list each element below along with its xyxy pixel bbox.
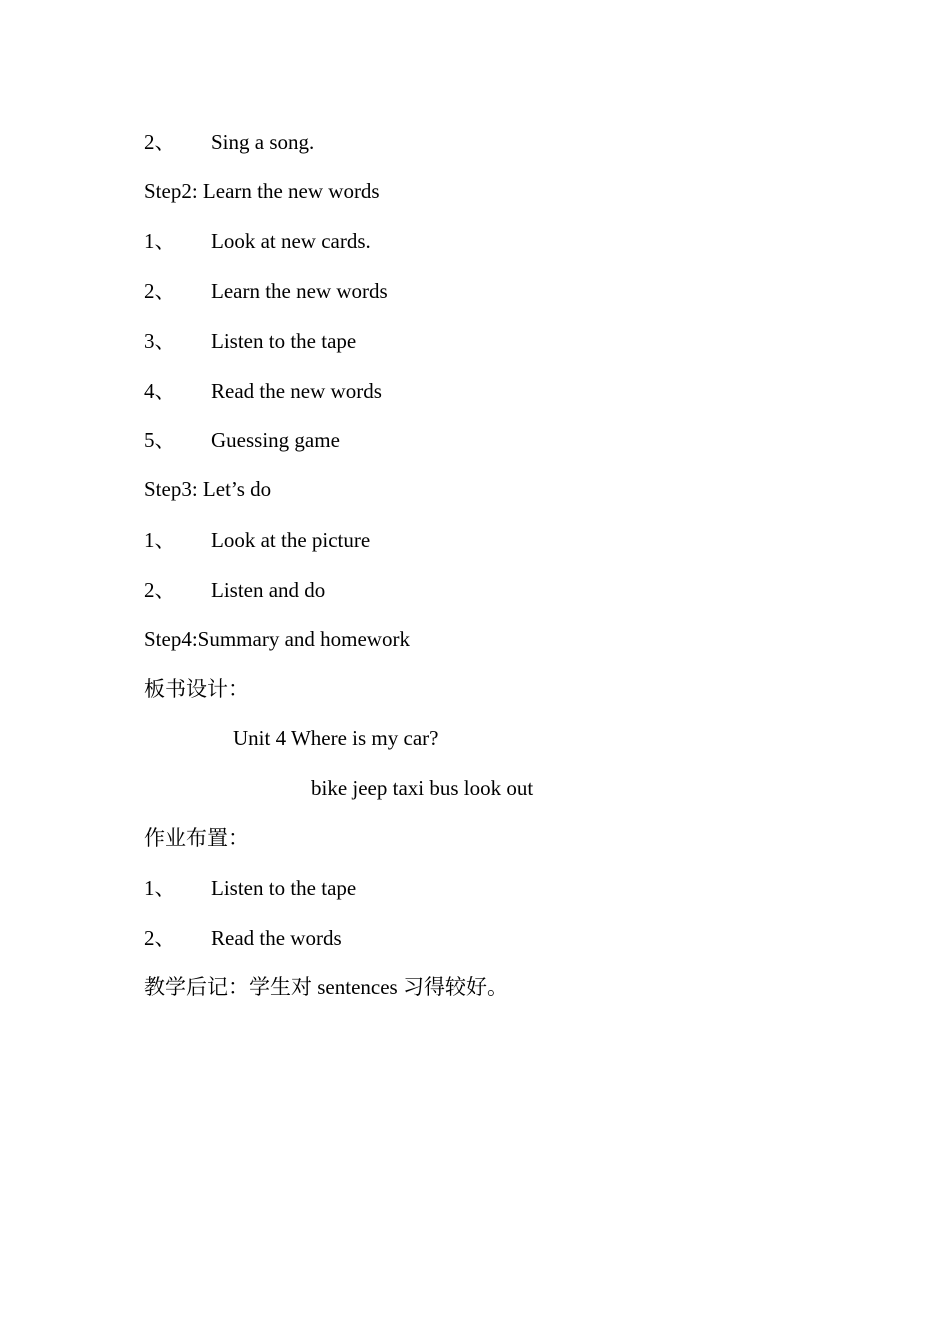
list-item-text: Listen and do <box>211 578 326 602</box>
homework-heading: 作业布置： <box>144 826 249 850</box>
step3-heading: Step3: Let’s do <box>144 477 272 501</box>
list-item <box>144 226 371 256</box>
list-item <box>144 276 388 306</box>
list-item-text: Look at new cards. <box>211 229 371 253</box>
list-item-text: Sing a song. <box>211 130 315 154</box>
list-item <box>144 923 342 953</box>
list-item-number: 2、 <box>144 926 176 950</box>
list-item-text: Look at the picture <box>211 528 371 552</box>
list-item <box>144 425 340 455</box>
list-item-number: 1、 <box>144 876 176 900</box>
list-item-text: Listen to the tape <box>211 876 357 900</box>
board-title: Unit 4 Where is my car? <box>233 726 439 750</box>
list-item <box>144 873 356 903</box>
step2-heading: Step2: Learn the new words <box>144 179 380 203</box>
list-item-number: 2、 <box>144 279 176 303</box>
list-item <box>144 376 382 406</box>
list-item-text: Read the words <box>211 926 342 950</box>
list-item-number: 3、 <box>144 329 176 353</box>
list-item-number: 5、 <box>144 428 176 452</box>
list-item-number: 4、 <box>144 379 176 403</box>
board-words: bike jeep taxi bus look out <box>311 776 534 800</box>
list-item <box>144 326 356 356</box>
teaching-reflection: 教学后记：学生对 sentences 习得较好。 <box>144 975 508 999</box>
list-item-text: Guessing game <box>211 428 340 452</box>
list-item-text: Read the new words <box>211 379 382 403</box>
step4-heading: Step4:Summary and homework <box>144 627 410 651</box>
list-item <box>144 127 314 157</box>
list-item-number: 1、 <box>144 528 176 552</box>
list-item-text: Learn the new words <box>211 279 388 303</box>
list-item-number: 1、 <box>144 229 176 253</box>
list-item <box>144 525 370 555</box>
board-design-heading: 板书设计： <box>144 677 249 701</box>
list-item-number: 2、 <box>144 130 176 154</box>
list-item-text: Listen to the tape <box>211 329 357 353</box>
list-item <box>144 575 325 605</box>
list-item-number: 2、 <box>144 578 176 602</box>
